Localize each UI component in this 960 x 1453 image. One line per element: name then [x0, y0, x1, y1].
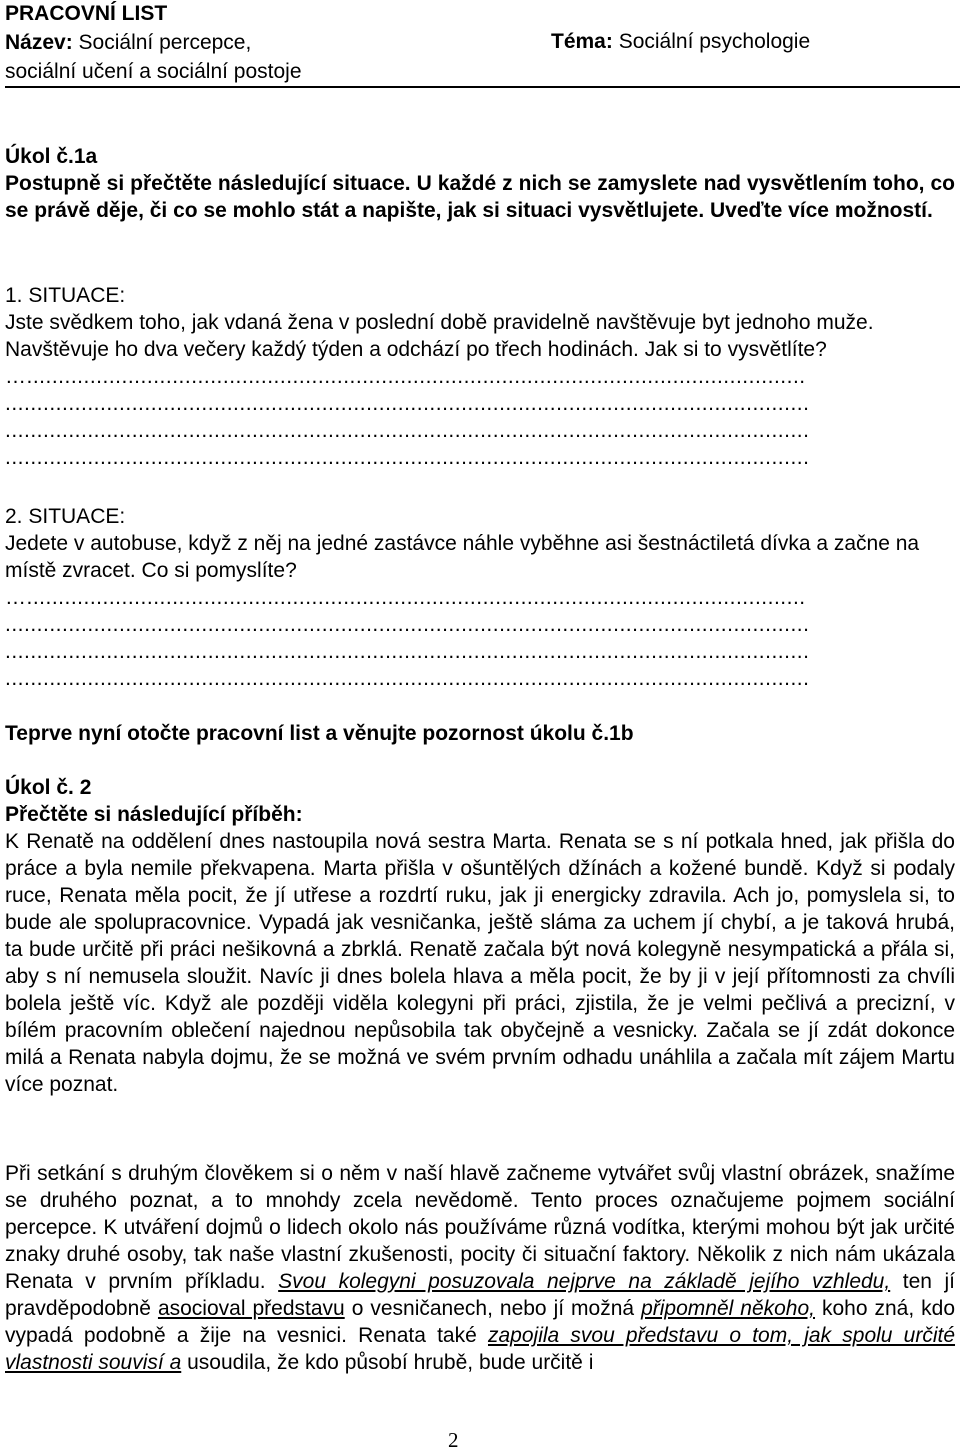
answer-line: ...............................................................................................................................: [5, 419, 810, 442]
explanation-paragraph: [5, 1160, 955, 1376]
cue-appearance: Svou kolegyni posuzovala nejprve na základě jejího vzhledu,: [278, 1270, 891, 1293]
task-1a-instruction: Postupně si přečtěte následující situace. U každé z nich se zamyslete nad vysvětlením toho, co se právě děje, či co se mohlo stát a napište, jak si situaci vysvětlujete. Uveďte více možností.: [5, 172, 955, 222]
explanation-text: koho zná, kdo vypadá podobně a žije na vesnici. Renata také: [5, 1297, 956, 1347]
situation-1-label: 1. SITUACE:: [5, 284, 126, 307]
task-2-title: Úkol č. 2: [5, 776, 92, 799]
answer-line: ...............................................................................................................................: [5, 392, 810, 415]
doc-type-title: PRACOVNÍ LIST: [5, 2, 168, 25]
topic-label: Téma:: [551, 30, 613, 53]
explanation-text: Při setkání s druhým člověkem si o něm v naší hlavě začneme vytvářet svůj vlastní obrázek, snažíme se druhého poznat, a to mnohdy zcela nevědomě. Tento proces označujeme pojmem sociální percepce. K utváření dojmů o lidech okolo nás používáme různá vodítka, kterými mohou být jak určité znaky druhé osoby, tak naše vlastní zkušenosti, pocity či situační faktory. Několik z nich nám ukázala Renata v prvním příkladu.: [5, 1162, 955, 1293]
answer-line: …...........................................................................................................................: [5, 365, 806, 388]
situation-2-answer[interactable]: [5, 584, 955, 692]
name-label: Název:: [5, 31, 73, 54]
explanation-text: ten jí pravděpodobně: [5, 1270, 956, 1320]
name-value-line1: Sociální percepce,: [78, 31, 252, 54]
explanation-text: o vesničanech, nebo jí možná: [351, 1297, 635, 1320]
situation-2-label: 2. SITUACE:: [5, 505, 126, 528]
cue-association: asocioval představu: [157, 1297, 345, 1320]
situation-2-text: Jedete v autobuse, když z něj na jedné zastávce náhle vyběhne asi šestnáctiletá dívka a začne na místě zvracet. Co si pomyslíte?: [5, 532, 920, 582]
answer-line: …...........................................................................................................................: [5, 586, 806, 609]
answer-line: ...............................................................................................................................: [5, 640, 810, 663]
name-value-line2: sociální učení a sociální postoje: [5, 60, 302, 83]
cue-resemblance: připomněl někoho,: [641, 1297, 815, 1320]
worksheet-topic: [551, 28, 810, 55]
answer-line: ...............................................................................................................................: [5, 667, 810, 690]
situation-2: [5, 503, 955, 692]
turn-page-note: Teprve nyní otočte pracovní list a věnujte pozornost úkolu č.1b: [5, 722, 634, 745]
worksheet-header: [5, 0, 955, 86]
task-1a: [5, 143, 955, 224]
topic-value: Sociální psychologie: [618, 30, 811, 53]
worksheet-name: [5, 28, 425, 86]
header-divider: [5, 86, 960, 88]
explanation-text: usoudila, že kdo působí hrubě, bude určitě i: [187, 1351, 594, 1374]
task-2-story: K Renatě na oddělení dnes nastoupila nová sestra Marta. Renata se s ní potkala hned, jak přišla do práce a byla nemile překvapena. Marta přišla v ošuntělých džínách a kožené bundě. Když si podaly ruce, Renata měla pocit, že jí utřese a rozdrtí ruku, jak ji energicky zdravila. Ach jo, pomyslela si, to bude ale spolupracovnice. Vypadá jak vesničanka, ještě sláma za uchem jí chybí, a je taková hrubá, ta bude určitě při práci nešikovná a zbrklá. Renatě začala být nová kolegyně nesympatická a přála si, aby s ní nemusela sloužit. Navíc ji dnes bolela hlava a měla pocit, že by ji v její přítomnosti za chvíli bolela ještě víc. Když ale později viděla kolegyni při práci, zjistila, že je velmi pečlivá a precizní, v bílém pracovním oblečení najednou nepůsobila tak obyčejně a vesnicky. Začala se jí zdát dokonce milá a Renata nabyla dojmu, že se možná ve svém prvním odhadu unáhlila a začala mít zájem Martu více poznat.: [5, 830, 955, 1096]
task-2-instruction: Přečtěte si následující příběh:: [5, 803, 303, 826]
task-1a-title: Úkol č.1a: [5, 145, 98, 168]
cue-implicit-theory: zapojila svou představu o tom, jak spolu určité vlastnosti souvisí a: [5, 1324, 956, 1374]
answer-line: ...............................................................................................................................: [5, 446, 810, 469]
situation-1: [5, 282, 955, 471]
worksheet-page: [5, 0, 956, 1374]
page-number: 2: [448, 1428, 459, 1452]
situation-1-answer[interactable]: [5, 363, 955, 471]
situation-1-text: Jste svědkem toho, jak vdaná žena v poslední době pravidelně navštěvuje byt jednoho muže. Navštěvuje ho dva večery každý týden a odchází po třech hodinách. Jak si to vysvětlíte?: [5, 311, 874, 361]
answer-line: ...............................................................................................................................: [5, 613, 810, 636]
task-2: [5, 774, 955, 1098]
